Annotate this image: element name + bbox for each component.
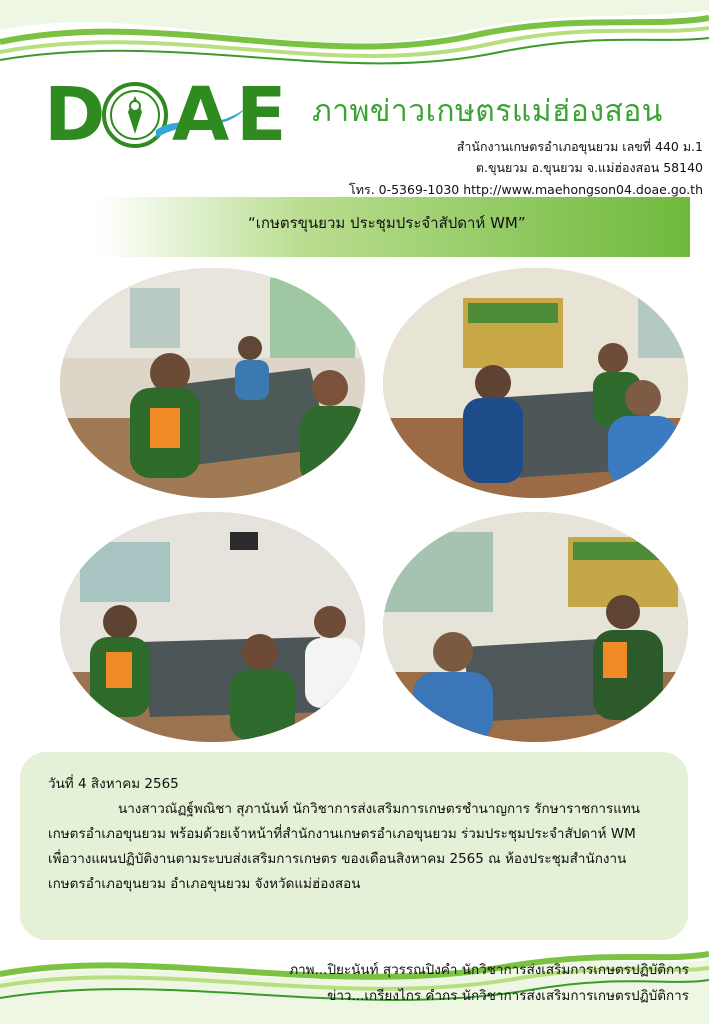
caption-line-1: นางสาวณัฏฐ์พณิชา สุภานันท์ นักวิชาการส่งเสริมการเกษตรชำนาญการ รักษาราชการแทน	[118, 801, 641, 817]
news-credit: ข่าว...เกรียงไกร คำกร นักวิชาการส่งเสริมการเกษตรปฏิบัติการ	[327, 988, 689, 1004]
meeting-photo-3	[60, 512, 365, 742]
meeting-photo-4	[383, 512, 688, 742]
caption-line-2: เกษตรอำเภอขุนยวม พร้อมด้วยเจ้าหน้าที่สำนักงานเกษตรอำเภอขุนยวม ร่วมประชุมประจำสัปดาห์ WM	[48, 826, 636, 842]
meeting-photo-1	[60, 268, 365, 498]
logo-letter-d: D	[44, 72, 104, 158]
address-line-1: สำนักงานเกษตรอำเภอขุนยวม เลขที่ 440 ม.1	[456, 139, 703, 154]
logo-letter-a: A	[172, 72, 228, 158]
caption-date: วันที่ 4 สิงหาคม 2565	[48, 776, 179, 792]
headline-banner	[98, 197, 690, 257]
headline-text: “เกษตรขุนยวม ประชุมประจำสัปดาห์ WM”	[248, 214, 526, 232]
address-line-3: โทร. 0-5369-1030 http://www.maehongson04.doae.go.th	[349, 182, 703, 197]
photo-credit: ภาพ...ปิยะนันท์ สุวรรณปิงคำ นักวิชาการส่งเสริมการเกษตรปฏิบัติการ	[289, 962, 689, 978]
page-title: ภาพข่าวเกษตรแม่ฮ่องสอน	[312, 94, 663, 129]
footer-wave-decoration	[0, 940, 709, 1024]
logo-letter-e: E	[236, 72, 285, 158]
header-wave-decoration	[0, 0, 709, 80]
caption-line-3: เพื่อวางแผนปฏิบัติงานตามระบบส่งเสริมการเกษตร ของเดือนสิงหาคม 2565 ณ ห้องประชุมสำนักงาน	[48, 851, 627, 867]
address-line-2: ต.ขุนยวม อ.ขุนยวม จ.แม่ฮ่องสอน 58140	[475, 160, 703, 175]
meeting-photo-2	[383, 268, 688, 498]
doae-logo	[44, 72, 292, 158]
caption-line-4: เกษตรอำเภอขุนยวม อำเภอขุนยวม จังหวัดแม่ฮ่องสอน	[48, 876, 361, 892]
